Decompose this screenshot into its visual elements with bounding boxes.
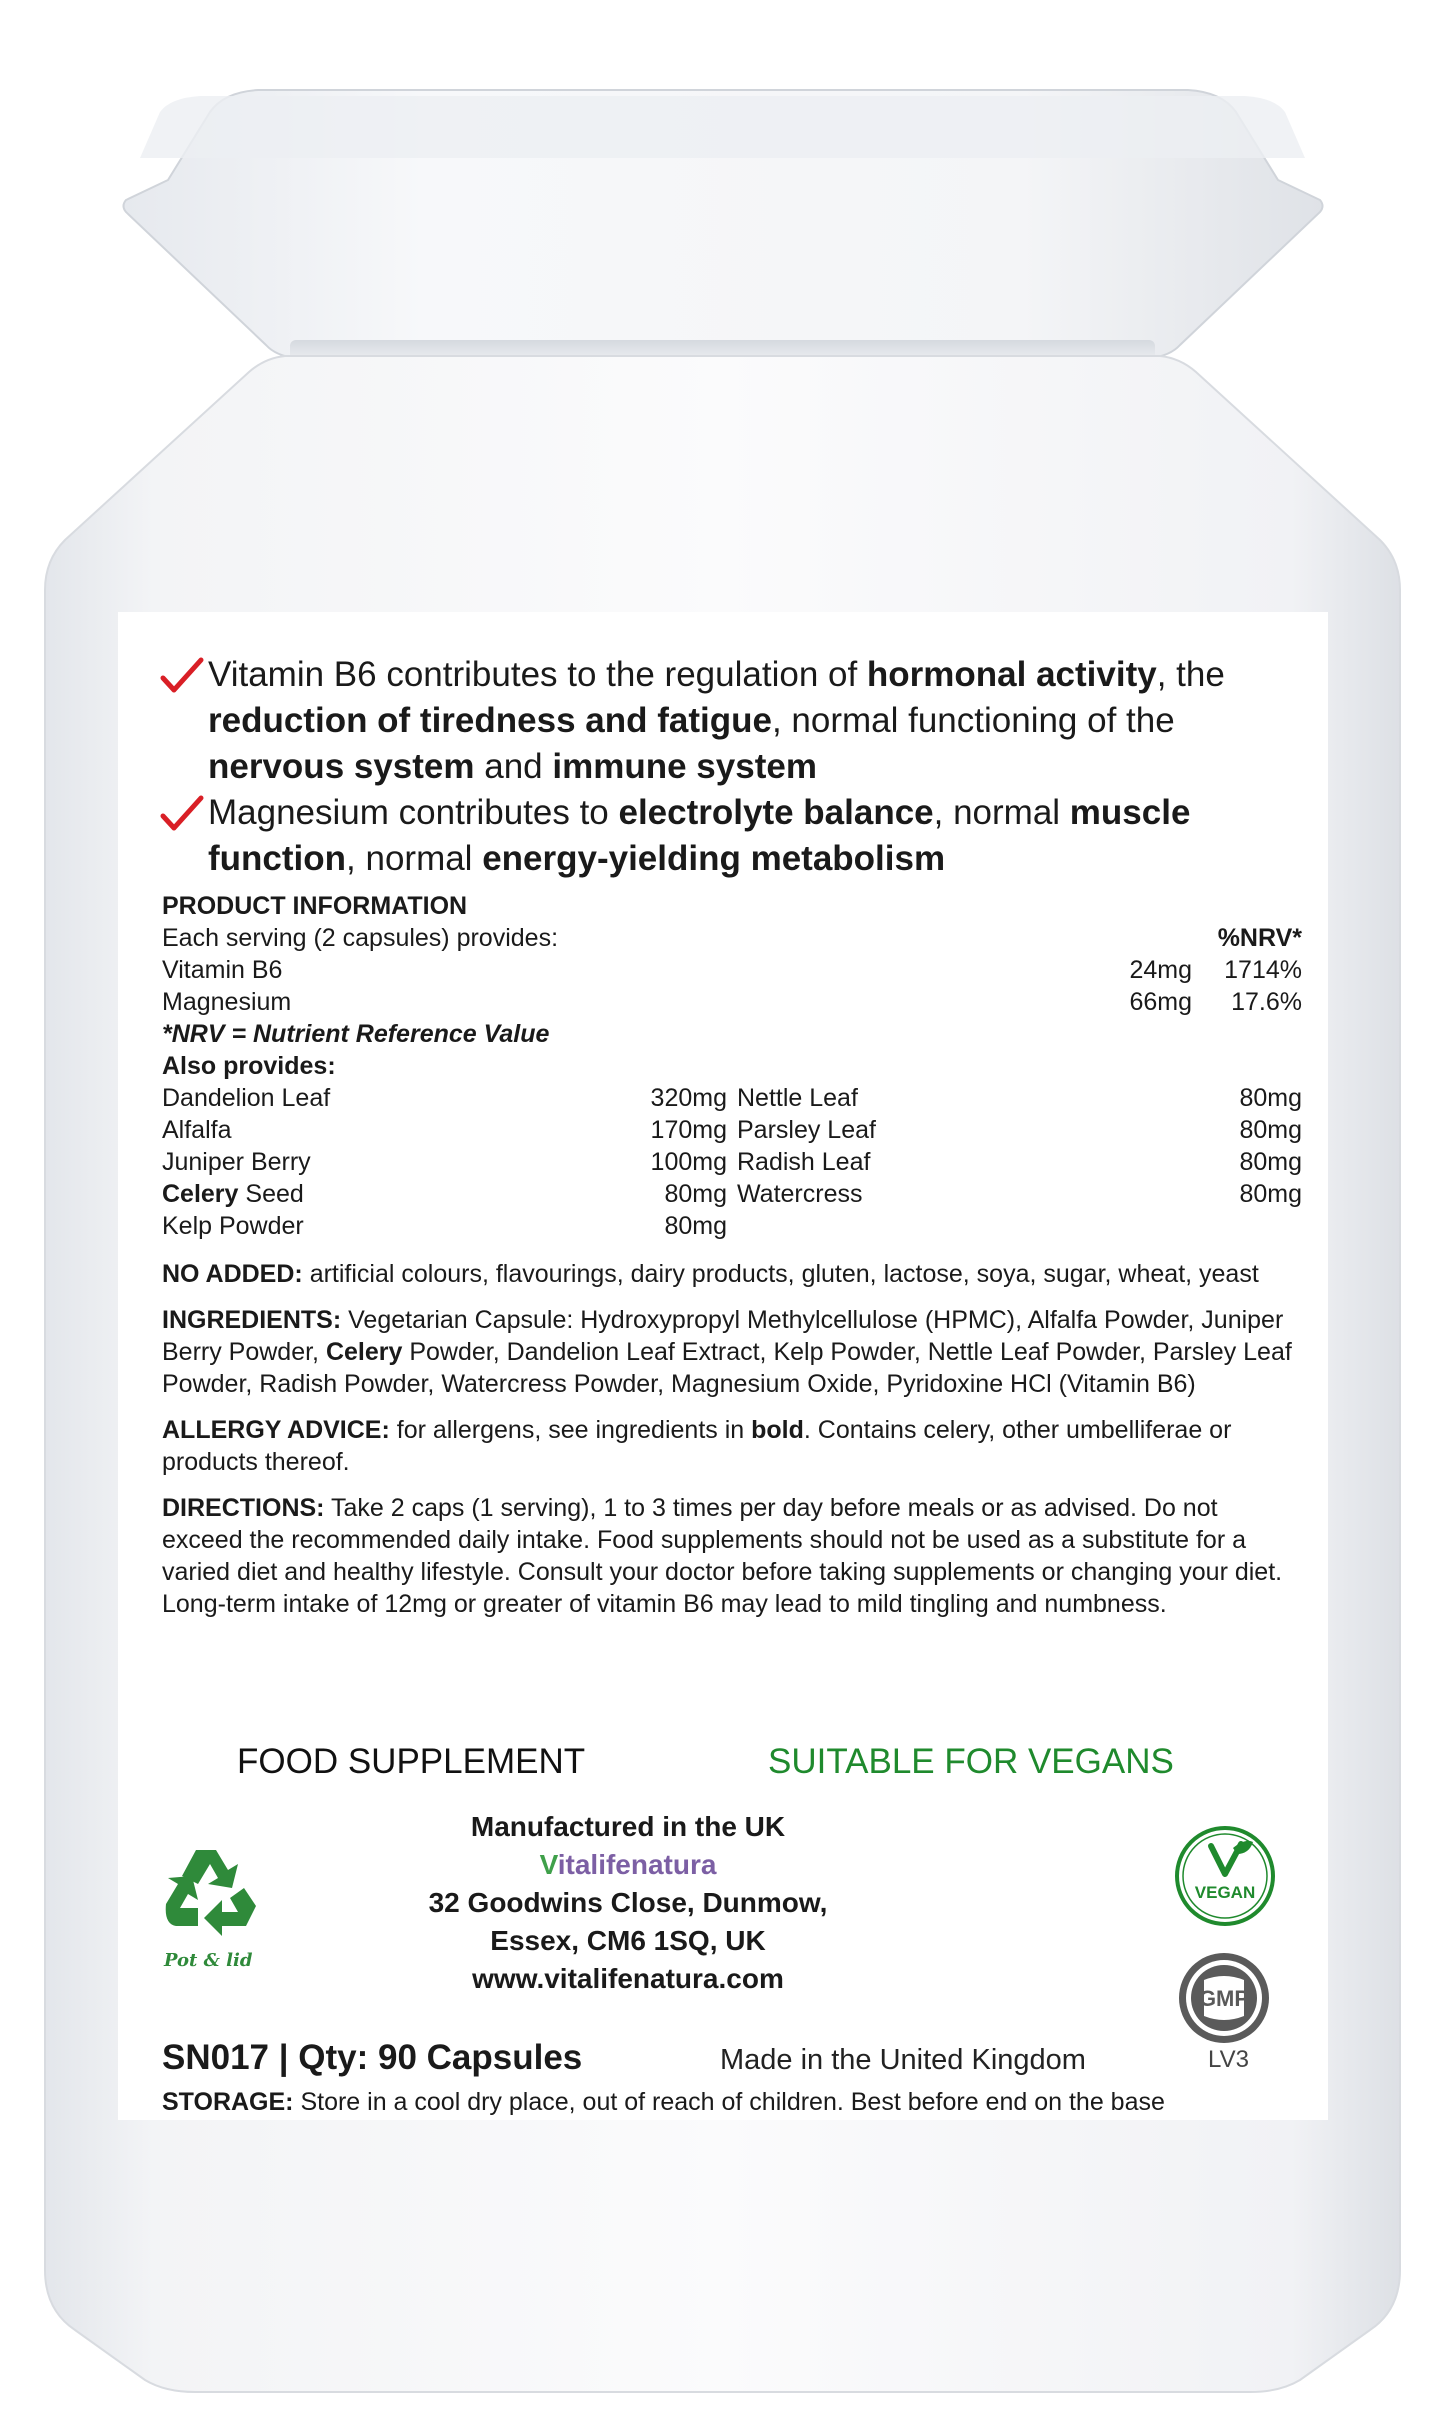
herb-amount: 170mg bbox=[650, 1116, 727, 1144]
herb-name: Dandelion Leaf bbox=[162, 1084, 331, 1112]
claim1-bold: nervous system bbox=[208, 747, 475, 786]
claim1-text: , the bbox=[1156, 655, 1225, 694]
herb-amount: 320mg bbox=[650, 1084, 727, 1112]
claim1-text: and bbox=[474, 747, 553, 786]
product-information bbox=[162, 890, 1302, 1620]
storage-section bbox=[162, 2088, 1312, 2117]
herb-amount: 80mg bbox=[1239, 1116, 1302, 1144]
allergy-text: . Contains celery, other umbelliferae or products thereof. bbox=[162, 1416, 1232, 1476]
herb-amount: 80mg bbox=[1239, 1148, 1302, 1176]
herb-row bbox=[162, 1146, 1302, 1178]
serving-row bbox=[162, 922, 1302, 954]
nutrient-name: Vitamin B6 bbox=[162, 956, 283, 984]
health-claims bbox=[160, 652, 1300, 882]
herb-amount: 80mg bbox=[1239, 1084, 1302, 1112]
website-text: www.vitalifenatura.com bbox=[472, 1963, 784, 1994]
recycle-icon bbox=[158, 1842, 270, 1946]
checkmark-icon bbox=[160, 656, 204, 696]
nutrient-row bbox=[162, 986, 1302, 1018]
also-provides-heading: Also provides: bbox=[162, 1052, 336, 1080]
nutrient-amount: 66mg bbox=[1129, 988, 1192, 1016]
vegan-badge-label: VEGAN bbox=[1194, 1883, 1256, 1902]
herb-row bbox=[162, 1178, 1302, 1210]
herb-name: Watercress bbox=[737, 1180, 863, 1208]
suitable-vegans-text: SUITABLE FOR VEGANS bbox=[768, 1742, 1174, 1781]
herb-name-rest: Seed bbox=[238, 1180, 304, 1208]
address-line-1: 32 Goodwins Close, Dunmow, bbox=[428, 1887, 828, 1918]
herb-name bbox=[162, 1178, 632, 1210]
herb-amount: 80mg bbox=[664, 1180, 727, 1208]
serving-text: Each serving (2 capsules) provides: bbox=[162, 924, 559, 952]
nrv-note: *NRV = Nutrient Reference Value bbox=[162, 1020, 550, 1048]
no-added-section bbox=[162, 1258, 1302, 1290]
claim2-text: , normal bbox=[346, 839, 483, 878]
claim1-bold: hormonal activity bbox=[866, 655, 1157, 694]
herb-row bbox=[162, 1082, 1302, 1114]
claim2-bold: electrolyte balance bbox=[618, 793, 934, 832]
manufactured-text: Manufactured in the UK bbox=[470, 1811, 786, 1842]
gmp-badge-icon bbox=[1176, 1950, 1272, 2046]
herb-name: Kelp Powder bbox=[162, 1212, 304, 1240]
claim1-text: , normal functioning of the bbox=[771, 701, 1175, 740]
claim-magnesium bbox=[160, 790, 1300, 882]
product-info-heading: PRODUCT INFORMATION bbox=[162, 892, 468, 920]
gmp-badge-label: GMP bbox=[1198, 1986, 1250, 2011]
checkmark-icon bbox=[160, 794, 204, 834]
claim2-text: , normal bbox=[933, 793, 1070, 832]
storage-label: STORAGE: bbox=[162, 2088, 294, 2116]
manufacturer-block bbox=[418, 1808, 838, 1998]
vegan-badge-icon bbox=[1173, 1824, 1277, 1928]
claim1-bold: immune system bbox=[552, 747, 817, 786]
nutrient-row bbox=[162, 954, 1302, 986]
brand-rest: italifenatura bbox=[557, 1849, 717, 1880]
pot-lid-text: Pot & lid bbox=[164, 1950, 253, 1971]
claim-vitamin-b6 bbox=[160, 652, 1300, 790]
herb-name: Nettle Leaf bbox=[737, 1084, 858, 1112]
directions-text: Take 2 caps (1 serving), 1 to 3 times per day before meals or as advised. Do not exceed the recommended daily intake. Food supplements should not be used as a substitute for a varied diet and healthy lifestyle. Consult your doctor before taking supplements or changing your diet. bbox=[162, 1494, 1283, 1586]
nutrient-nrv: 17.6% bbox=[1231, 988, 1302, 1016]
nutrient-name: Magnesium bbox=[162, 988, 292, 1016]
allergy-bold: bold bbox=[751, 1416, 804, 1444]
brand-initial: V bbox=[539, 1849, 558, 1880]
storage-text: Store in a cool dry place, out of reach of children. Best before end on the base bbox=[293, 2088, 1165, 2116]
herb-amount: 100mg bbox=[650, 1148, 727, 1176]
allergen-bold: Celery bbox=[162, 1180, 239, 1208]
allergy-section bbox=[162, 1414, 1302, 1478]
claim2-bold: energy-yielding metabolism bbox=[482, 839, 946, 878]
nutrient-amount: 24mg bbox=[1129, 956, 1192, 984]
brand-name bbox=[418, 1846, 838, 1884]
directions-section bbox=[162, 1492, 1302, 1588]
nrv-header: %NRV* bbox=[1217, 924, 1302, 952]
herb-name: Alfalfa bbox=[162, 1116, 232, 1144]
product-label bbox=[118, 612, 1328, 2120]
allergy-label: ALLERGY ADVICE: bbox=[162, 1416, 390, 1444]
herb-amount: 80mg bbox=[1239, 1180, 1302, 1208]
herb-row bbox=[162, 1210, 1302, 1242]
claim2-bold: muscle function bbox=[208, 793, 1191, 878]
herb-amount: 80mg bbox=[664, 1212, 727, 1240]
food-supplement-text: FOOD SUPPLEMENT bbox=[237, 1742, 586, 1781]
label-version: LV3 bbox=[1208, 2046, 1249, 2073]
address-line-2: Essex, CM6 1SQ, UK bbox=[490, 1925, 766, 1956]
ingredients-label: INGREDIENTS: bbox=[162, 1306, 342, 1334]
herb-name: Parsley Leaf bbox=[737, 1116, 876, 1144]
ingredients-text: Vegetarian Capsule: Hydroxypropyl Methylcellulose (HPMC), Alfalfa Powder, Juniper Berry Powder, bbox=[162, 1306, 1284, 1366]
ingredients-text: Powder, Dandelion Leaf Extract, Kelp Powder, Nettle Leaf Powder, Parsley Leaf Powder, Radish Powder, Watercress Powder, Magnesium Oxide, Pyridoxine HCl (Vitamin B6) bbox=[162, 1338, 1292, 1398]
claim1-bold: reduction of tiredness and fatigue bbox=[208, 701, 772, 740]
herb-name: Radish Leaf bbox=[737, 1148, 871, 1176]
directions-label: DIRECTIONS: bbox=[162, 1494, 325, 1522]
herb-row bbox=[162, 1114, 1302, 1146]
no-added-text: artificial colours, flavourings, dairy products, gluten, lactose, soya, sugar, wheat, yeast bbox=[302, 1260, 1259, 1288]
made-in-text: Made in the United Kingdom bbox=[720, 2044, 1086, 2076]
b6-warning: Long-term intake of 12mg or greater of vitamin B6 may lead to mild tingling and numbness. bbox=[162, 1590, 1167, 1618]
claim1-text: Vitamin B6 contributes to the regulation of bbox=[208, 655, 867, 694]
allergy-text: for allergens, see ingredients in bbox=[389, 1416, 752, 1444]
claim2-text: Magnesium contributes to bbox=[208, 793, 619, 832]
sn-qty-text: SN017 | Qty: 90 Capsules bbox=[162, 2038, 583, 2077]
nutrient-nrv: 1714% bbox=[1224, 956, 1302, 984]
ingredients-section bbox=[162, 1304, 1302, 1400]
no-added-label: NO ADDED: bbox=[162, 1260, 303, 1288]
ingredients-bold: Celery bbox=[325, 1338, 403, 1366]
herb-name: Juniper Berry bbox=[162, 1148, 311, 1176]
